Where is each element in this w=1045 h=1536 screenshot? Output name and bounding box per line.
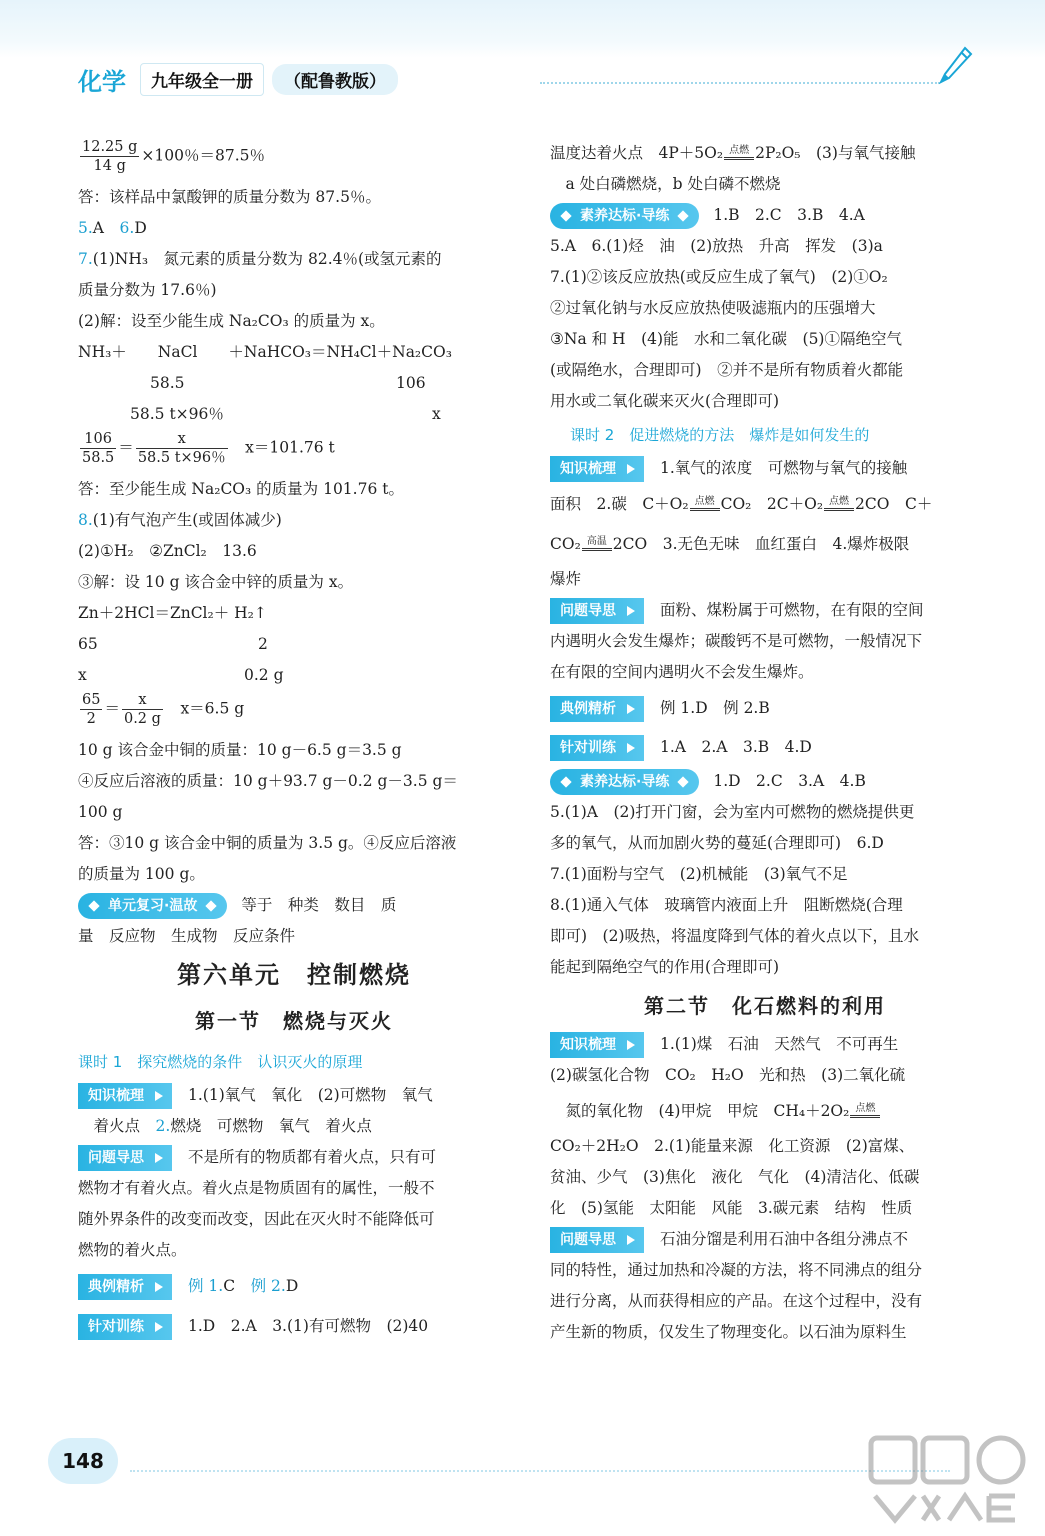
answer-line: 氮的氧化物 (4)甲烷 甲烷 CH₄＋2O₂ 点燃	[550, 1091, 980, 1131]
grade-label: 九年级全一册	[140, 63, 264, 96]
answer-line: $\frac{12.25 g}{14 g}$ ×100％＝87.5％	[82, 139, 265, 174]
answer-line: 进行分离，从而获得相应的产品。在这个过程中，没有	[550, 1292, 923, 1310]
answer-line: ③Na 和 H (4)能 水和二氧化碳 (5)①隔绝空气	[550, 330, 902, 348]
answer-line: 答：至少能生成 Na₂CO₃ 的质量为 101.76 t。	[78, 480, 404, 498]
equation-line: 58.5 t×96％ x	[130, 405, 441, 423]
proportion-line: $\frac{106}{58.5}$ ＝ $\frac{x}{58.5 t\times 96\%}$ x＝101.76 t	[82, 431, 335, 466]
answer-line: 燃物才有着火点。着火点是物质固有的属性，一般不	[78, 1179, 435, 1197]
answer-line: 7.(1)②该反应放热(或反应生成了氧气) (2)①O₂	[550, 268, 888, 286]
header-divider	[540, 82, 940, 84]
answer-line: 7.(1)面粉与空气 (2)机械能 (3)氧气不足	[550, 865, 848, 883]
review-line: 单元复习·温故 等于 种类 数目 质	[78, 890, 510, 921]
question-tag: 问题导思	[550, 1227, 644, 1253]
answer-line: 素养达标·导练 1.D 2.C 3.A 4.B	[550, 766, 980, 797]
fraction: $\frac{12.25 g}{14 g}$	[82, 139, 138, 174]
knowledge-tag: 知识梳理	[550, 456, 644, 482]
quality-tag: 素养达标·导练	[550, 769, 699, 795]
answer-line: 能起到隔绝空气的作用(合理即可)	[550, 958, 780, 976]
top-banner	[0, 0, 1045, 58]
subject-label: 化学	[78, 67, 126, 96]
footer-divider	[130, 1470, 950, 1472]
review-tag: 单元复习·温故	[78, 893, 227, 919]
answer-line: 针对训练 1.A 2.A 3.B 4.D	[550, 728, 980, 766]
page-header	[78, 62, 398, 96]
equation-line: Zn＋2HCl＝ZnCl₂＋ H₂↑	[78, 604, 267, 622]
lesson-title: 课时 2 促进燃烧的方法 爆炸是如何发生的	[570, 426, 870, 444]
answer-line: 温度达着火点 4P＋5O₂ 点燃 2P₂O₅ (3)与氧气接触	[550, 144, 916, 162]
answer-line: 知识梳理 1.(1)氧气 氧化 (2)可燃物 氧气	[78, 1080, 510, 1111]
answer-line: 贫油、少气 (3)焦化 液化 气化 (4)清洁化、低碳	[550, 1168, 920, 1186]
quality-tag: 素养达标·导练	[550, 203, 699, 229]
answer-line: 内遇明火会发生爆炸；碳酸钙不是可燃物，一般情况下	[550, 632, 923, 650]
answer-line: 多的氧气，从而加剧火势的蔓延(合理即可) 6.D	[550, 834, 884, 852]
answer-line: 问题导思 面粉、煤粉属于可燃物，在有限的空间	[550, 595, 980, 626]
answer-line: 着火点 2.燃烧 可燃物 氧气 着火点	[93, 1117, 372, 1135]
question-tag: 问题导思	[550, 598, 644, 624]
example-tag: 典例精析	[78, 1274, 172, 1300]
equation-line: 65 2	[78, 635, 268, 653]
answer-line: 面积 2.碳 C＋O₂ 点燃 CO₂ 2C＋O₂ 点燃 2CO C＋	[550, 495, 933, 513]
answer-line: (2)①H₂ ②ZnCl₂ 13.6	[78, 542, 257, 560]
equation-line: NH₃＋ NaCl ＋NaHCO₃＝NH₄Cl＋Na₂CO₃	[78, 343, 452, 361]
answer-line: 爆炸	[550, 570, 582, 588]
watermark-logo	[865, 1432, 1035, 1524]
answer-line: ④反应后溶液的质量：10 g＋93.7 g－0.2 g－3.5 g＝	[78, 772, 458, 790]
answer-line: 燃物的着火点。	[78, 1241, 187, 1259]
left-column	[78, 138, 510, 1346]
answer-line: 问题导思 石油分馏是利用石油中各组分沸点不	[550, 1224, 980, 1255]
answer-line: CO₂＋2H₂O 2.(1)能量来源 化工资源 (2)富煤、	[550, 1137, 915, 1155]
answer-line: 随外界条件的改变而改变，因此在灭火时不能降低可	[78, 1210, 435, 1228]
answer-line: 知识梳理 1.氧气的浓度 可燃物与氧气的接触	[550, 453, 980, 484]
answer-line: (2)解：设至少能生成 Na₂CO₃ 的质量为 x。	[78, 312, 385, 330]
answer-line: 5.A 6.(1)烃 油 (2)放热 升高 挥发 (3)a	[550, 237, 883, 255]
lesson-title: 课时 1 探究燃烧的条件 认识灭火的原理	[78, 1053, 363, 1071]
unit-title: 第六单元 控制燃烧	[177, 961, 411, 989]
answer-line: 同的特性，通过加热和冷凝的方法，将不同沸点的组分	[550, 1261, 923, 1279]
answer-line: 的质量为 100 g。	[78, 865, 205, 883]
practice-tag: 针对训练	[550, 735, 644, 761]
answer-line: 答：③10 g 该合金中铜的质量为 3.5 g。④反应后溶液	[78, 834, 457, 852]
answer-line: a 处白磷燃烧，b 处白磷不燃烧	[565, 175, 781, 193]
pen-icon	[935, 44, 975, 88]
answer-line: 5.(1)A (2)打开门窗，会为室内可燃物的燃烧提供更	[550, 803, 915, 821]
page-number: 148	[48, 1438, 118, 1484]
section-title: 第一节 燃烧与灭火	[195, 1009, 393, 1033]
section-title: 第二节 化石燃料的利用	[644, 994, 886, 1018]
question-tag: 问题导思	[78, 1145, 172, 1171]
answer-line: 100 g	[78, 803, 123, 821]
answer-line: 化 (5)氢能 太阳能 风能 3.碳元素 结构 性质	[550, 1199, 913, 1217]
answer-line: (2)碳氢化合物 CO₂ H₂O 光和热 (3)二氧化硫	[550, 1066, 906, 1084]
answer-line: 典例精析 例 1.D 例 2.B	[550, 688, 980, 728]
answer-line: 素养达标·导练 1.B 2.C 3.B 4.A	[550, 200, 980, 231]
answer-line: 5.A 6.D	[78, 219, 147, 237]
answer-line: ②过氧化钠与水反应放热使吸滤瓶内的压强增大	[550, 299, 876, 317]
answer-line: 答：该样品中氯酸钾的质量分数为 87.5％。	[78, 188, 381, 206]
knowledge-tag: 知识梳理	[550, 1032, 644, 1058]
answer-line: 针对训练 1.D 2.A 3.(1)有可燃物 (2)40	[78, 1306, 510, 1346]
answer-line: 在有限的空间内遇明火不会发生爆炸。	[550, 663, 814, 681]
equation-line: 58.5 106	[150, 374, 426, 392]
answer-line: 典例精析 例 1.C 例 2.D	[78, 1266, 510, 1306]
proportion-line: $\frac{65}{2}$ ＝ $\frac{x}{0.2 g}$ x＝6.5 g	[82, 692, 245, 727]
answer-line: (或隔绝水，合理即可) ②并不是所有物质着火都能	[550, 361, 904, 379]
answer-line: 用水或二氧化碳来灭火(合理即可)	[550, 392, 780, 410]
answer-line: 8.(1)有气泡产生(或固体减少)	[78, 511, 282, 529]
knowledge-tag: 知识梳理	[78, 1083, 172, 1109]
example-tag: 典例精析	[550, 696, 644, 722]
answer-line: 10 g 该合金中铜的质量：10 g－6.5 g＝3.5 g	[78, 741, 402, 759]
answer-line: CO₂ 高温 2CO 3.无色无味 血红蛋白 4.爆炸极限	[550, 535, 910, 553]
right-column	[550, 138, 980, 1348]
edition-label: （配鲁教版）	[272, 64, 398, 95]
answer-line: 质量分数为 17.6％)	[78, 281, 217, 299]
practice-tag: 针对训练	[78, 1314, 172, 1340]
review-line: 量 反应物 生成物 反应条件	[78, 927, 296, 945]
answer-line: 即可) (2)吸热，将温度降到气体的着火点以下，且水	[550, 927, 920, 945]
answer-line: ③解：设 10 g 该合金中锌的质量为 x。	[78, 573, 354, 591]
answer-line: 问题导思 不是所有的物质都有着火点，只有可	[78, 1142, 510, 1173]
answer-line: 产生新的物质，仅发生了物理变化。以石油为原料生	[550, 1323, 907, 1341]
equation-line: x 0.2 g	[78, 666, 284, 684]
answer-line: 7.(1)NH₃ 氮元素的质量分数为 82.4％(或氢元素的	[78, 250, 442, 268]
answer-line: 8.(1)通入气体 玻璃管内液面上升 阻断燃烧(合理	[550, 896, 903, 914]
answer-line: 知识梳理 1.(1)煤 石油 天然气 不可再生	[550, 1029, 980, 1060]
